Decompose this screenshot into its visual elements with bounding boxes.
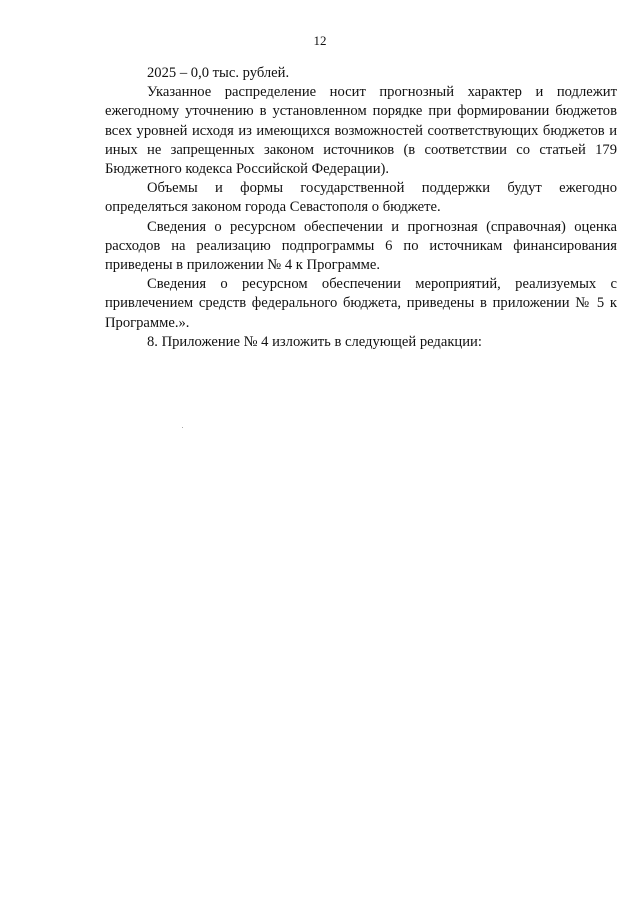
page-number: 12	[313, 33, 327, 48]
paragraph-distribution-note: Указанное распределение носит прогнозный характер и подлежит ежегодному уточнению в установленном порядке при формировании бюджетов всех уровней исходя из имеющихся возможностей соответствующих бюджетов и иных не запрещенных законом источников (в соответствии со статьей 179 Бюджетного кодекса Российской Федерации).	[105, 84, 617, 178]
paragraph-amendment-8: 8. Приложение № 4 изложить в следующей редакции:	[147, 333, 482, 350]
paragraph-state-support: Объемы и формы государственной поддержки будут ежегодно определяться законом города Севастополя о бюджете.	[105, 180, 617, 216]
document-body	[105, 64, 617, 352]
paragraph-resource-appendix-5: Сведения о ресурсном обеспечении мероприятий, реализуемых с привлечением средств федерального бюджета, приведены в приложении № 5 к Программе.».	[105, 276, 617, 331]
scan-speck	[182, 427, 183, 428]
paragraph-resource-appendix-4: Сведения о ресурсном обеспечении и прогнозная (справочная) оценка расходов на реализацию подпрограммы 6 по источникам финансирования приведены в приложении № 4 к Программе.	[105, 218, 617, 274]
paragraph-budget-2025: 2025 – 0,0 тыс. рублей.	[147, 65, 290, 81]
